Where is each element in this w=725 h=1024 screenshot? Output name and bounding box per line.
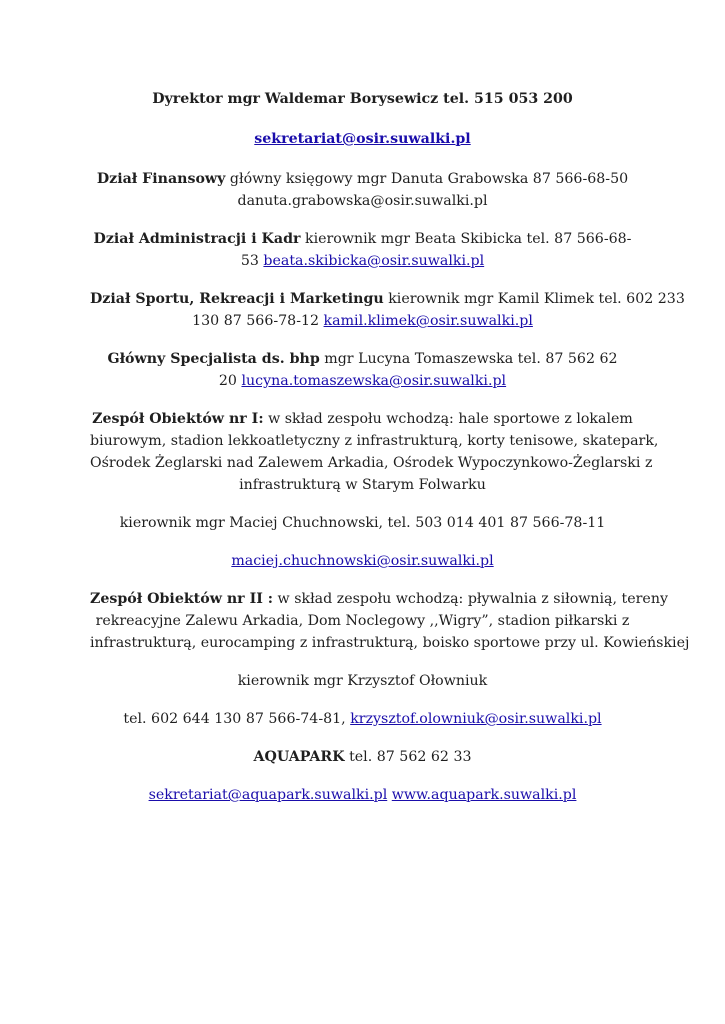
aquapark-phone: tel. 87 562 62 33 bbox=[344, 749, 472, 765]
aquapark-email-link[interactable]: sekretariat@aquapark.suwalki.pl bbox=[148, 787, 388, 803]
team2-email-link[interactable]: krzysztof.olowniuk@osir.suwalki.pl bbox=[350, 711, 602, 727]
team2-entry bbox=[90, 588, 690, 654]
administration-phone-tail: 53 bbox=[240, 253, 264, 269]
team1-email-link[interactable]: maciej.chuchnowski@osir.suwalki.pl bbox=[231, 553, 494, 569]
bhp-email-link[interactable]: lucyna.tomaszewska@osir.suwalki.pl bbox=[241, 373, 507, 389]
administration-email-link[interactable]: beata.skibicka@osir.suwalki.pl bbox=[263, 253, 485, 269]
secretariat-entry bbox=[90, 128, 635, 150]
team1-description-line4: infrastrukturą w Starym Folwarku bbox=[239, 477, 486, 493]
bhp-phone-tail: 20 bbox=[218, 373, 242, 389]
finance-email: danuta.grabowska@osir.suwalki.pl bbox=[237, 193, 488, 209]
bhp-details: mgr Lucyna Tomaszewska tel. 87 562 62 bbox=[319, 351, 618, 367]
team1-description-line1: w skład zespołu wchodzą: hale sportowe z lokalem bbox=[263, 411, 633, 427]
team2-title: Zespół Obiektów nr II : bbox=[90, 591, 274, 607]
secretariat-email-link[interactable]: sekretariat@osir.suwalki.pl bbox=[254, 131, 471, 147]
team1-email-entry bbox=[90, 550, 635, 572]
administration-entry bbox=[90, 228, 635, 272]
bhp-title: Główny Specjalista ds. bhp bbox=[107, 351, 320, 367]
sport-title: Dział Sportu, Rekreacji i Marketingu bbox=[90, 291, 384, 307]
administration-details: kierownik mgr Beata Skibicka tel. 87 566-68- bbox=[300, 231, 632, 247]
team2-manager: kierownik mgr Krzysztof Ołowniuk bbox=[237, 673, 488, 689]
director-line: Dyrektor mgr Waldemar Borysewicz tel. 515 053 200 bbox=[152, 91, 573, 107]
aquapark-entry bbox=[90, 746, 635, 768]
sport-entry bbox=[90, 288, 685, 332]
director-entry bbox=[90, 88, 635, 110]
team1-manager-entry bbox=[90, 512, 635, 534]
finance-title: Dział Finansowy bbox=[96, 171, 226, 187]
team1-description-line3: Ośrodek Żeglarski nad Zalewem Arkadia, Ośrodek Wypoczynkowo-Żeglarski z bbox=[90, 455, 653, 471]
team2-manager-entry bbox=[90, 670, 635, 692]
team2-description-line3: infrastrukturą, eurocamping z infrastrukturą, boisko sportowe przy ul. Kowieńskiej bbox=[90, 635, 690, 651]
team2-contact-entry bbox=[90, 708, 635, 730]
team2-description-line1: w skład zespołu wchodzą: pływalnia z siłownią, tereny bbox=[273, 591, 668, 607]
team2-description-line2: rekreacyjne Zalewu Arkadia, Dom Noclegowy ,,Wigry”, stadion piłkarski z bbox=[95, 613, 630, 629]
contact-list bbox=[90, 88, 690, 806]
team1-title: Zespół Obiektów nr I: bbox=[92, 411, 264, 427]
aquapark-links-entry bbox=[90, 784, 635, 806]
team1-manager: kierownik mgr Maciej Chuchnowski, tel. 503 014 401 87 566-78-11 bbox=[119, 515, 606, 531]
aquapark-title: AQUAPARK bbox=[253, 749, 345, 765]
sport-phone-tail: 130 87 566-78-12 bbox=[192, 313, 324, 329]
team1-description-line2: biurowym, stadion lekkoatletyczny z infrastrukturą, korty tenisowe, skatepark, bbox=[90, 433, 659, 449]
bhp-entry bbox=[90, 348, 635, 392]
aquapark-website-link[interactable]: www.aquapark.suwalki.pl bbox=[391, 787, 577, 803]
team1-entry bbox=[90, 408, 659, 496]
administration-title: Dział Administracji i Kadr bbox=[93, 231, 301, 247]
sport-email-link[interactable]: kamil.klimek@osir.suwalki.pl bbox=[323, 313, 533, 329]
finance-details: główny księgowy mgr Danuta Grabowska 87 566-68-50 bbox=[225, 171, 629, 187]
finance-entry bbox=[90, 168, 635, 212]
sport-details: kierownik mgr Kamil Klimek tel. 602 233 bbox=[383, 291, 685, 307]
team2-phone: tel. 602 644 130 87 566-74-81, bbox=[123, 711, 351, 727]
